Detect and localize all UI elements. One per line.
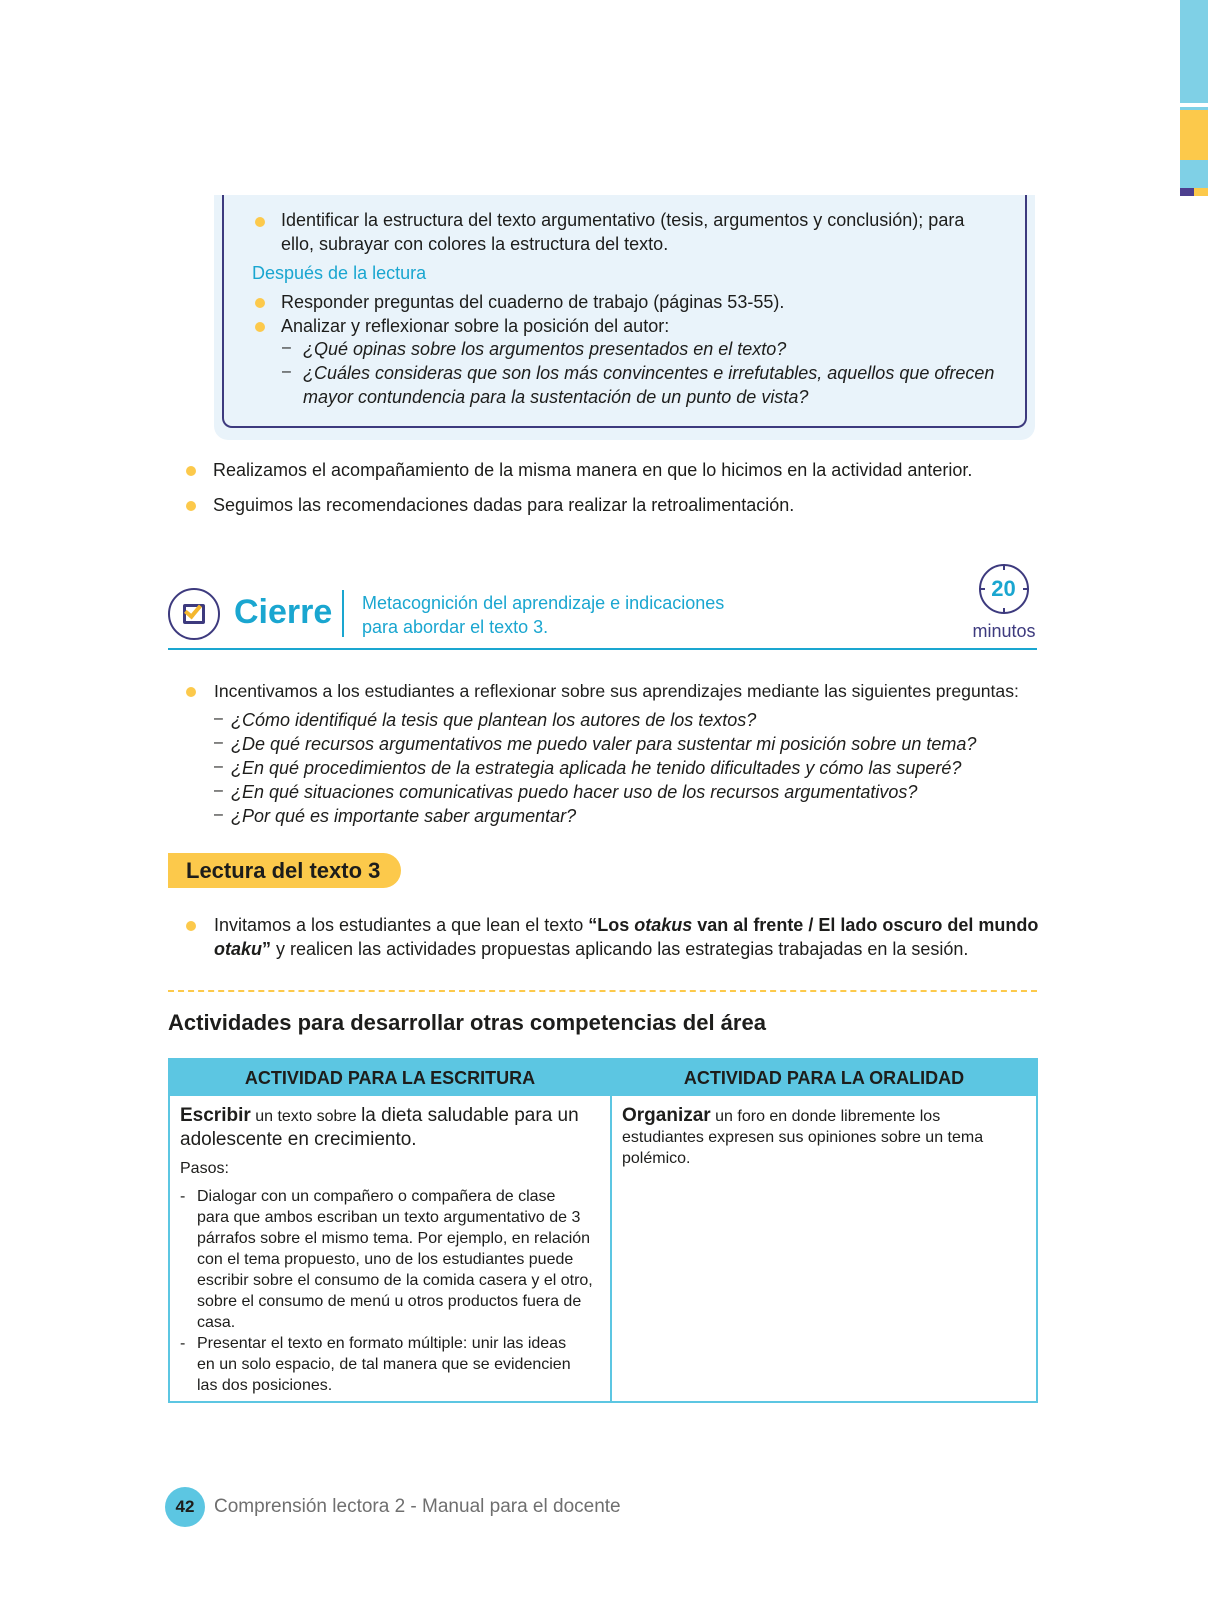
cierre-question-5: ¿Por qué es importante saber argumentar? — [231, 806, 577, 826]
timer-icon — [979, 564, 1029, 614]
accompaniment-item: Realizamos el acompañamiento de la misma manera en que lo hicimos en la actividad anterior. — [213, 460, 973, 480]
bullet-dot — [186, 466, 196, 476]
bullet-dot — [186, 501, 196, 511]
dash-marker: – — [214, 758, 223, 775]
bullet-dot — [255, 322, 265, 332]
cierre-intro: Incentivamos a los estudiantes a reflexionar sobre sus aprendizajes mediante las siguientes preguntas: — [214, 681, 1019, 701]
after-reading-subheading: Después de la lectura — [252, 263, 427, 283]
cierre-question-1: ¿Cómo identifiqué la tesis que plantean los autores de los textos? — [231, 710, 757, 730]
dash-marker: - — [180, 1335, 186, 1352]
reflection-question-2-line1: ¿Cuáles consideras que son los más convincentes e irrefutables, aquellos que ofrecen — [303, 363, 995, 383]
steps-label: Pasos: — [180, 1160, 229, 1177]
dash-marker: – — [282, 363, 291, 380]
timer-unit: minutos — [972, 621, 1036, 641]
cierre-description — [362, 591, 724, 639]
answer-questions-item: Responder preguntas del cuaderno de trabajo (páginas 53-55). — [281, 292, 785, 312]
lectura-label: Lectura del texto 3 — [186, 858, 381, 883]
feedback-item: Seguimos las recomendaciones dadas para realizar la retroalimentación. — [213, 495, 795, 515]
cierre-question-4: ¿En qué situaciones comunicativas puedo hacer uso de los recursos argumentativos? — [231, 782, 918, 802]
writing-task-line1: Escribir un texto sobre la dieta saludable para un — [180, 1105, 579, 1126]
cierre-title: Cierre — [234, 593, 333, 631]
oral-header: ACTIVIDAD PARA LA ORALIDAD — [612, 1060, 1036, 1096]
analyze-author-item: Analizar y reflexionar sobre la posición del autor: — [281, 316, 670, 336]
footer-title: Comprensión lectora 2 - Manual para el docente — [214, 1496, 621, 1517]
bullet-dot — [255, 298, 265, 308]
cierre-divider — [342, 590, 344, 637]
activities-title: Actividades para desarrollar otras competencias del área — [168, 1010, 766, 1035]
checkbox-icon — [168, 588, 220, 640]
oral-task-line2: estudiantes expresen sus opiniones sobre un tema — [622, 1129, 984, 1146]
writing-step-1: Dialogar con un compañero o compañera de clase para que ambos escriban un texto argumentativo de 3 párrafos sobre el mismo tema. Por ejemplo, en relación con el tema propuesto, uno de los estudiantes puede escribir sobre el consumo de la comida casera y el otro, sobre el consumo de menú u otros productos fuera de casa. — [197, 1188, 593, 1331]
lectura-invitation-line2: otaku” y realicen las actividades propuestas aplicando las estrategias trabajadas en la sesión. — [214, 939, 969, 959]
dash-marker: – — [214, 710, 223, 727]
writing-step-2: Presentar el texto en formato múltiple: unir las ideas en un solo espacio, de tal manera que se evidencien las dos posiciones. — [197, 1335, 571, 1394]
writing-header: ACTIVIDAD PARA LA ESCRITURA — [170, 1060, 610, 1096]
lectura-invitation-line1: Invitamos a los estudiantes a que lean el texto “Los otakus van al frente / El lado oscuro del mundo — [214, 915, 1039, 935]
edge-tab-yellow — [1180, 110, 1208, 160]
cierre-question-2: ¿De qué recursos argumentativos me puedo valer para sustentar mi posición sobre un tema? — [231, 734, 977, 754]
bullet-dot — [186, 687, 196, 697]
dash-marker: – — [214, 806, 223, 823]
edge-tab-blue — [1180, 0, 1208, 103]
bullet-dot — [255, 217, 265, 227]
column-divider — [610, 1060, 612, 1401]
dash-marker: – — [214, 782, 223, 799]
activities-table — [168, 1058, 1038, 1403]
edge-tab-blue-lower — [1180, 160, 1208, 188]
edge-tab-purple — [1180, 188, 1194, 196]
edge-tab-yellow-small — [1194, 188, 1208, 196]
page-number: 42 — [165, 1487, 205, 1527]
reflection-question-2-line2: mayor contundencia para la sustentación de un punto de vista? — [303, 387, 809, 407]
cierre-underline — [168, 648, 1037, 650]
oral-task-line1: Organizar un foro en donde libremente los — [622, 1105, 941, 1126]
lectura-label-pill — [168, 853, 401, 888]
timer-value: 20 — [991, 576, 1016, 601]
cierre-description-line1: Metacognición del aprendizaje e indicaciones — [362, 593, 725, 613]
section-divider — [168, 990, 1037, 992]
cierre-question-3: ¿En qué procedimientos de la estrategia aplicada he tenido dificultades y cómo las superé? — [231, 758, 962, 778]
bullet-dot — [186, 921, 196, 931]
oral-task-line3: polémico. — [622, 1150, 691, 1167]
cierre-description-line2: para abordar el texto 3. — [362, 617, 549, 637]
structure-instruction-line1: Identificar la estructura del texto argumentativo (tesis, argumentos y conclusión); para — [281, 210, 965, 230]
reflection-question-1: ¿Qué opinas sobre los argumentos presentados en el texto? — [303, 339, 787, 359]
dash-marker: - — [180, 1188, 186, 1205]
dash-marker: – — [214, 734, 223, 751]
dash-marker: – — [282, 339, 291, 356]
structure-instruction-line2: ello, subrayar con colores la estructura del texto. — [281, 234, 669, 254]
writing-task-line2: adolescente en crecimiento. — [180, 1129, 417, 1150]
